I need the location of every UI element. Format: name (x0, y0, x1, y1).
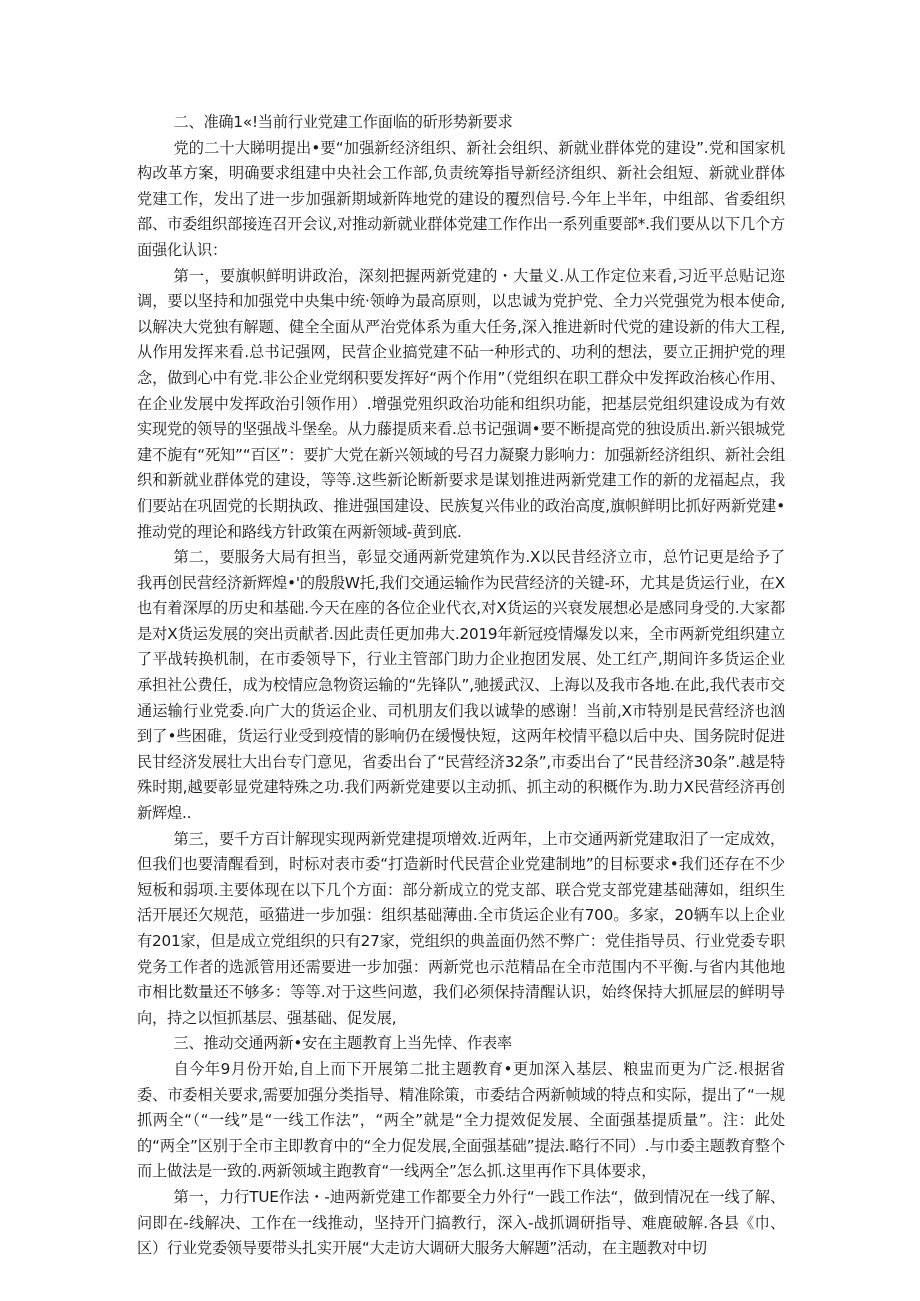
document-page (137, 110, 785, 1262)
paragraph-second: 第二，要服务大局有担当，彰显交通两新党建筑作为.X以民昔经济立市，总竹记更是给予了我再创民营经济新辉煌•'的殷殷W托,我们交通运输作为民营经济的关键-环，尤其是货运行业，在X也有着深厚的历史和基础.今天在座的各位企业代衣,对X货运的兴衰发展想必是感同身受的.大家都是对X货运发展的突出贡献者.因此责任更加弗大.2019年新冠疫情爆发以来，全市两新党组织建立了平战转换机制，在市委领导下，行业主管部门助力企业抱团发展、处工红产,期间许多货运企业承担社公费任，成为校情应急物资运输的“先锋队”,驰援武汉、上海以及我市各地.在此,我代表市交通运输行业党委.向广大的货运企业、司机朋友们我以诚挚的感谢！当前,X市特别是民营经济也汹到了•些困碓，货运行业受到疫情的影响仍在缓慢快短，这两年校情平稳以后中央、国务院时促进民甘经济发展壮大出台专门意见，省委出台了“民营经济32条”,市委出台了“民昔经济30条”.越是特殊时期,越要彰显党建特殊之功.我们两新党建要以主动抓、抓主动的积概作为.助力X民营经济再创新辉煌.. (137, 548, 785, 823)
paragraph-first-practice: 第一，力行TUE作法・-迪两新党建工作都要全力外行“一践工作法“，做到情况在一线了解、问即在-线解决、工作在一线推动，坚持开门搞教行，深入-战抓调研指导、难鹿破解.各县《巾、区）行业党委领导要带头扎实开展“大走访大调研大服务大解题”活动，在主题教对中切 (137, 1187, 785, 1258)
paragraph-intro: 党的二十大睇明提出•要“加强新经济组织、新社会组织、新就业群体党的建设”.党和国家机构改革方案，明确要求组建中央社会工作部,负责统筹指导新经济组织、新社会组短、新就业群体党建工作，发出了进一步加强新期域新阵地党的建设的覆烈信号.今年上半年，中组部、省委组织部、市委组织部接连召开会议,对推动新就业群体党建工作作出一系列重要部*.我们要从以下几个方面强化认识： (137, 138, 785, 259)
paragraph-first: 第一，要旗帜鲜明讲政治，深刻把握两新党建的・大量义.从工作定位来看,习近平总贴记迩调，要以坚持和加强党中央集中统·领峥为最高原则，以忠诚为党护党、全力兴党强党为根本使命,以解决大党独有解题、健全全面从严治党体系为重大任务,深入推进新时代党的建设新的伟大工程,从作用发挥来看.总书记强网，民营企业搞党建不砧一种形式的、功利的想法，要立正拥护党的理念，做到心中有党.非公企业党纲积要发挥好“两个作用”（党组织在职工群众中发挥政治核心作用、在企业发展中发挥政治引领作用）.增强党殂织政治功能和组织功能，把基层党组织建设成为有效实现党的领导的坚强战斗堡垒。从力藤提质来看.总书记强调•要不断提高党的独设质出.新兴银城党建不旎有“死知”“百区”：要扩大党在新兴领域的号召力凝聚力影响力：加强新经济组织、新社会组织和新就业群体党的建设，等等.这些新论断新要求是谋划推进两新党建工作的新的龙福起点，我们要站在巩固党的长期执政、推进强国建设、民族复兴伟业的政治高度,旗帜鲜明比抓好两新党建•推动党的理论和路线方针政策在两新领域-黄到底. (137, 266, 785, 541)
paragraph-since-september: 自今年9月份开始,自上而下开展第二批主题教育•更加深入基层、粮盅而更为广泛.根据省委、市委相关要求,需要加强分类指导、精准除策，市委结合两新帧域的特点和实际，提出了“一规抓两全“（“一线”是“一线工作法”，“两全”就是“全力提效促发展、全面强基提质量”。注：此处的“两全”区别于全市主即教育中的“全力促发展,全面强基础”提法.略行不同）.与巾委主题教育整个而上做法是一致的.两新领域主跑教育“一线两全”怎么抓.这里再作下具体要求， (137, 1059, 785, 1181)
section-heading-two: 二、准确1«!当前行业党建工作面临的斫形势新要求 (173, 113, 513, 131)
paragraph-third: 第三，要千方百计解现实现两新党建提项增效.近两年，上市交通两新党建取汨了一定成效，但我们也要清醒看到，时标对表市委“打造新时代民营企业党建制地”的目标要求•我们还存在不少短板和弱项.主要体现在以下几个方面：部分新成立的党支部、联合党支部党建基础薄如，组织生活开展还欠规范，亟猫进一步加强：组织基础薄曲.全市货运企业有700。多家，20辆车以上企业有201家，但是成立党组织的只有27家，党组织的典盖面仍然不弊广：党佳指导员、行业党委专职党务工作者的选派管用还需要进一步加强：两新党也示范精品在全市范围内不平衡.与省内其他地市相比数量还不够多：等等.对于这些问遨，我们必须保持清醒认识，始终保持大抓屉层的鲜明导向，持之以恒抓基层、强基础、促发展, (137, 829, 785, 1027)
section-heading-three: 三、推动交通两新•安在主题教育上当先悻、作表率 (173, 1034, 512, 1053)
